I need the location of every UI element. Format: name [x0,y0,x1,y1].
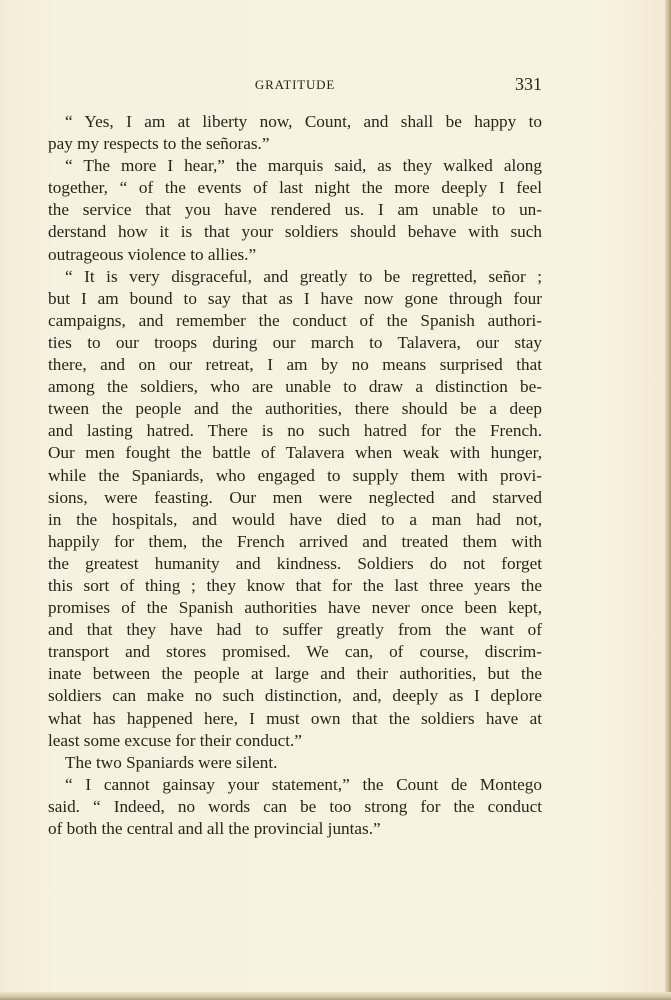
text-line: of both the central and all the provincial juntas.” [48,819,381,838]
text-line: least some excuse for their conduct.” [48,730,302,750]
text-line: “ Yes, I am at liberty now, Count, and shall be happy to [65,112,542,131]
text-line: soldiers can make no such distinction, and, deeply as I deplore [48,686,542,706]
text-line: campaigns, and remember the conduct of the Spanish authori- [48,310,542,330]
text-line: the service that you have rendered us. I am unable to un- [48,200,542,220]
text-line: “ It is very disgraceful, and greatly to be regretted, señor ; [65,266,542,286]
text-line: in the hospitals, and would have died to a man had not, [48,509,542,529]
body-text [48,111,542,840]
text-line: “ I cannot gainsay your statement,” the Count de Montego [65,774,542,794]
text-line: together, “ of the events of last night the more deeply I feel [48,178,542,198]
text-line: and that they have had to suffer greatly from the want of [48,620,542,640]
text-line: Our men fought the battle of Talavera when weak with hunger, [48,443,542,463]
text-line: The two Spaniards were silent. [65,752,278,772]
text-line: transport and stores promised. We can, of course, discrim- [48,642,542,662]
text-line: outrageous violence to allies.” [48,244,257,264]
text-line: said. “ Indeed, no words can be too strong for the conduct [48,796,542,816]
text-line: happily for them, the French arrived and treated them with [48,531,542,551]
running-head [48,74,542,98]
text-line: there, and on our retreat, I am by no means surprised that [48,355,542,375]
page-edge-right [665,0,671,1000]
page-edge-bottom [0,992,671,1000]
text-line: “ The more I hear,” the marquis said, as they walked along [65,156,542,176]
text-line: what has happened here, I must own that the soldiers have at [48,708,542,728]
text-line: among the soldiers, who are unable to draw a distinction be- [48,377,542,397]
text-line: sions, were feasting. Our men were neglected and starved [48,487,542,507]
text-line: but I am bound to say that as I have now gone through four [48,288,542,308]
text-line: pay my respects to the señoras.” [48,134,270,154]
text-line: and lasting hatred. There is no such hatred for the French. [48,421,542,441]
text-line: inate between the people at large and their authorities, but the [48,664,542,684]
text-line: the greatest humanity and kindness. Soldiers do not forget [48,553,542,573]
text-line: derstand how it is that your soldiers should behave with such [48,222,542,242]
page-number: 331 [515,74,542,94]
text-line: tween the people and the authorities, there should be a deep [48,399,542,419]
text-line: this sort of thing ; they know that for the last three years the [48,575,542,595]
text-line: promises of the Spanish authorities have never once been kept, [48,598,542,618]
text-line: ties to our troops during our march to Talavera, our stay [48,332,542,352]
text-line: while the Spaniards, who engaged to supply them with provi- [48,465,542,485]
chapter-title: GRATITUDE [254,77,336,92]
